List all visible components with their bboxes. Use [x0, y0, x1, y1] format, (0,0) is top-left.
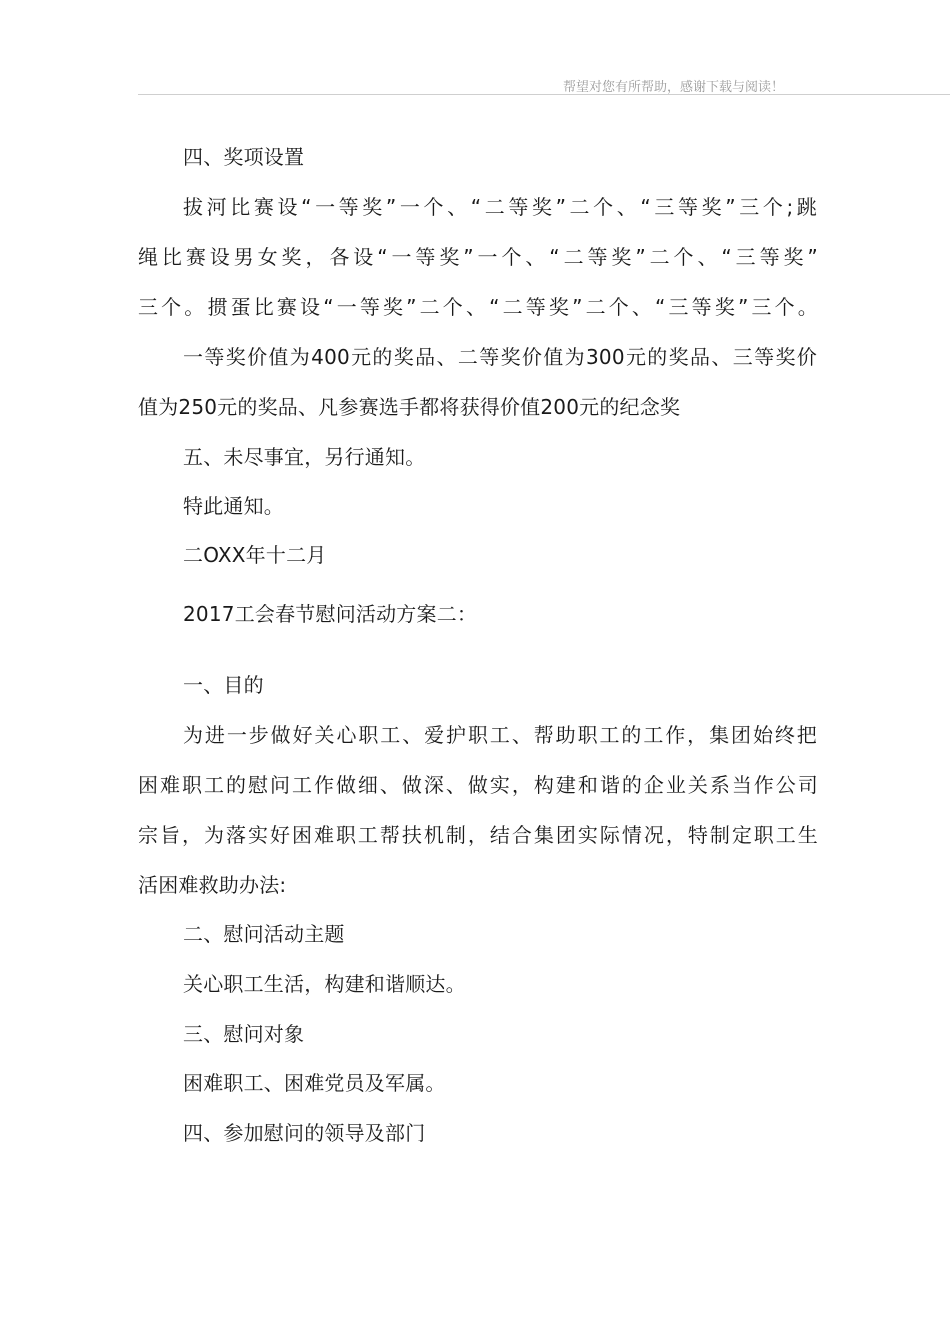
targets-text: 困难职工、困难党员及军属。: [183, 1071, 446, 1095]
closing-notice: 特此通知。: [183, 494, 284, 518]
paragraph-line: 困难职工的慰问工作做细、做深、做实，构建和谐的企业关系当作公司: [138, 773, 818, 797]
theme-text: 关心职工生活，构建和谐顺达。: [183, 972, 466, 996]
plan-title: 2017工会春节慰问活动方案二：: [183, 602, 478, 626]
header-rule: [138, 94, 950, 95]
paragraph-line: 拔河比赛设“一等奖”一个、“二等奖”二个、“三等奖”三个;跳: [183, 195, 817, 219]
paragraph-line: 一等奖价值为400元的奖品、二等奖价值为300元的奖品、三等奖价: [183, 345, 817, 369]
paragraph-line: 值为250元的奖品、凡参赛选手都将获得价值200元的纪念奖: [138, 395, 681, 419]
paragraph-line: 三个。掼蛋比赛设“一等奖”二个、“二等奖”二个、“三等奖”三个。: [138, 295, 818, 319]
section-heading-targets: 三、慰问对象: [183, 1022, 305, 1046]
paragraph-line: 绳比赛设男女奖，各设“一等奖”一个、“二等奖”二个、“三等奖”: [138, 245, 818, 269]
header-note: 帮望对您有所帮助，感谢下载与阅读！: [563, 80, 785, 95]
paragraph-line: 宗旨，为落实好困难职工帮扶机制，结合集团实际情况，特制定职工生: [138, 823, 818, 847]
section-heading-purpose: 一、目的: [183, 673, 264, 697]
section-heading-leaders: 四、参加慰问的领导及部门: [183, 1121, 426, 1145]
section-heading-awards: 四、奖项设置: [183, 145, 305, 169]
paragraph-line: 为进一步做好关心职工、爱护职工、帮助职工的工作，集团始终把: [183, 723, 817, 747]
section-heading-theme: 二、慰问活动主题: [183, 922, 345, 946]
date-line: 二OXX年十二月: [183, 543, 327, 567]
section-heading-other: 五、未尽事宜，另行通知。: [183, 445, 426, 469]
paragraph-line: 活困难救助办法:: [138, 873, 287, 897]
